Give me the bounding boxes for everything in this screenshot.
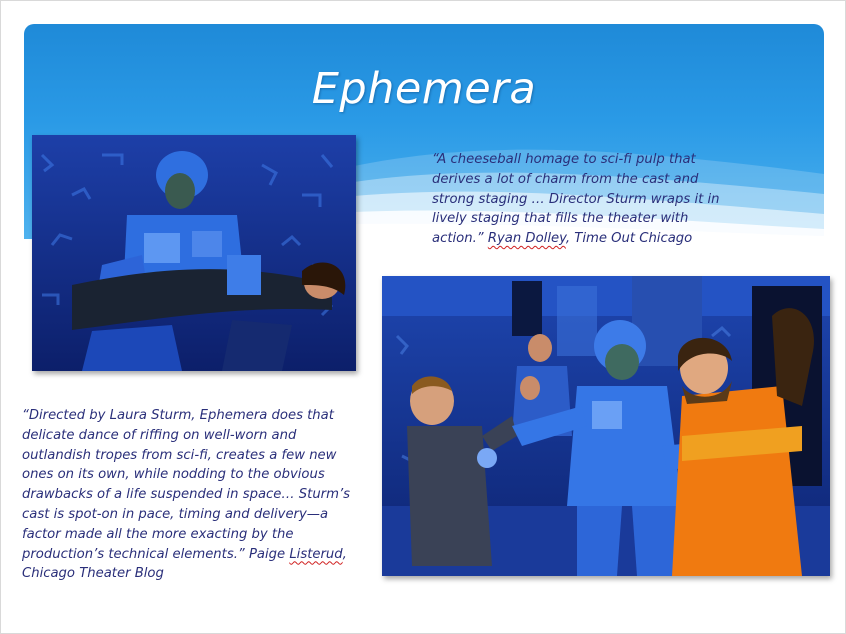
quote-source: Time Out Chicago bbox=[574, 231, 693, 247]
review-quote-chicago-theater-blog: “Directed by Laura Sturm, Ephemera does that delicate dance of riffing on well-worn and outlandish tropes from sci-fi, creates a few new ones on its own, while nodding to the obvious drawbacks of a life suspended in space… Sturm’s cast is spot-on in pace, timing and delivery—a factor made all the more exacting by the production’s technical elements.” Paige Listerud, Chicago Theater Blog bbox=[22, 408, 351, 582]
production-photo-1 bbox=[32, 135, 356, 371]
quote-text: “Directed by Laura Sturm, Ephemera does that delicate dance of riffing on well-worn and outlandish tropes from sci-fi, creates a few new ones on its own, while nodding to the obvious drawbacks of a life suspended in space… Sturm’s cast is spot-on in pace, timing and delivery—a factor made all the more exacting by the production’s technical elements.” bbox=[22, 408, 351, 562]
quote-source: Chicago Theater Blog bbox=[22, 566, 164, 582]
quote-author-last: Listerud bbox=[289, 546, 343, 562]
review-quote-time-out: “A cheeseball homage to sci-fi pulp that derives a lot of charm from the cast and strong staging … Director Sturm wraps it in lively staging that fills the theater with action.” Ryan Dolley, Time Out Chicago bbox=[432, 152, 720, 247]
quote-author: Ryan Dolley bbox=[487, 231, 566, 247]
quote-text: “A cheeseball homage to sci-fi pulp that derives a lot of charm from the cast and strong staging … Director Sturm wraps it in lively staging that fills the theater with action.” bbox=[432, 152, 720, 247]
quote-author-first: Paige bbox=[248, 546, 286, 562]
slide-title: Ephemera bbox=[311, 64, 537, 114]
production-photo-2 bbox=[382, 276, 830, 576]
